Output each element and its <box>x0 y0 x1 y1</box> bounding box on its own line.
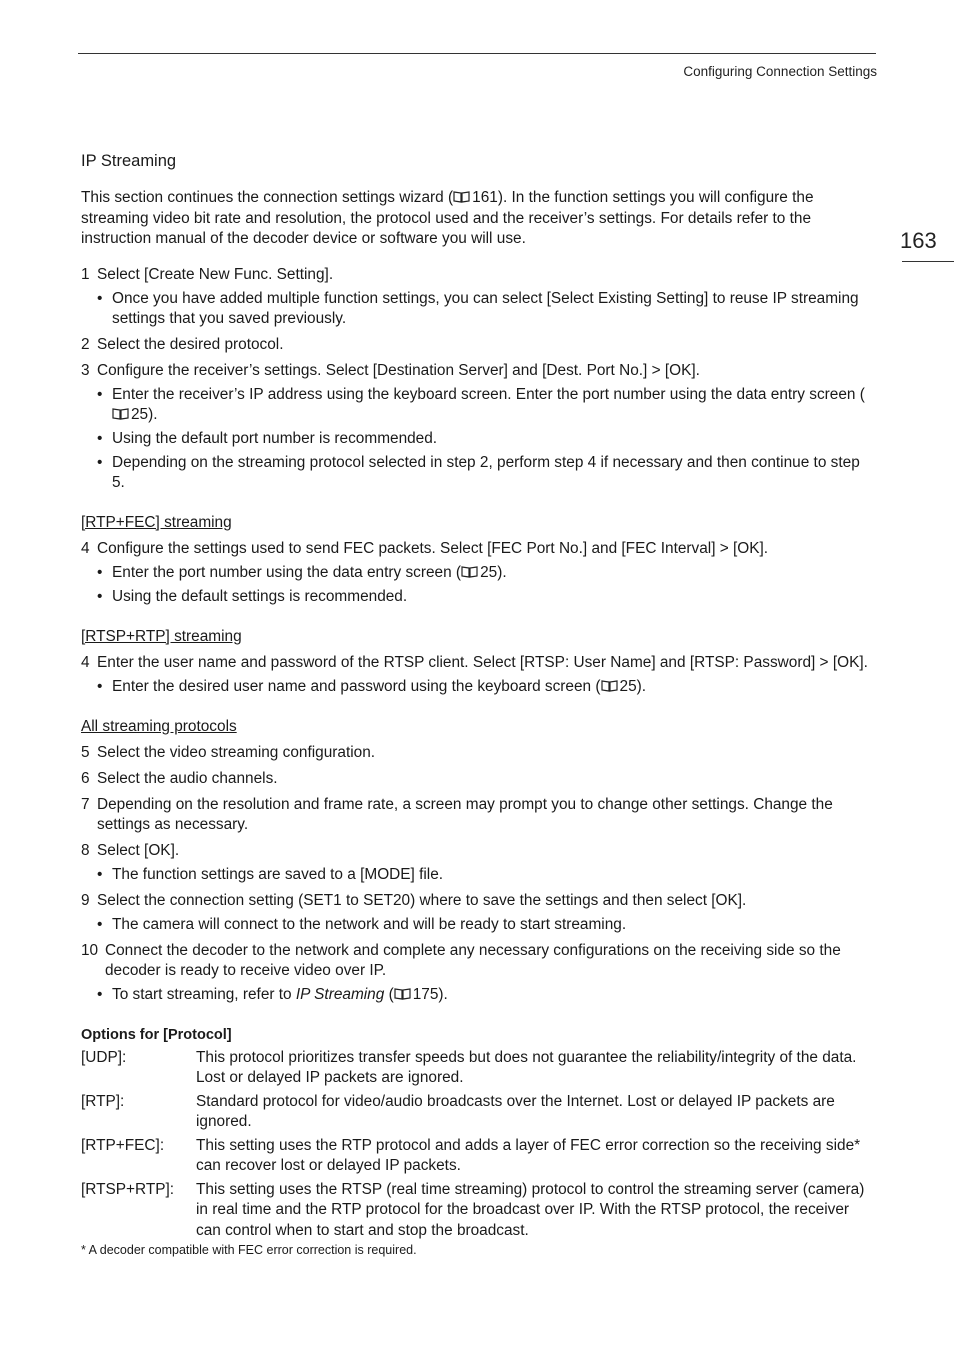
subheading-rtp-fec: [RTP+FEC] streaming <box>81 513 232 531</box>
intro-paragraph: This section continues the connection settings wizard ( 161). In the function settings you will configure the streaming video bit rate and resolution, the protocol used and the receiver’s settings. For details refer to the instruction manual of the decoder device or software you will use. <box>81 189 814 247</box>
option-rtp: [RTP]: Standard protocol for video/audio broadcasts over the Internet. Lost or delayed IP packets are ignored. <box>81 1092 835 1130</box>
list-item: • To start streaming, refer to IP Streaming ( 175). <box>97 985 448 1003</box>
step-4-rtp-fec: 4 Configure the settings used to send FEC packets. Select [FEC Port No.] and [FEC Interval] > [OK]. <box>81 539 769 557</box>
step-10: 10 Connect the decoder to the network and complete any necessary configurations on the receiving side so the decoder is ready to receive video over IP. <box>81 941 841 979</box>
list-item: • Using the default port number is recommended. <box>97 429 438 447</box>
options-title: Options for [Protocol] <box>81 1026 232 1043</box>
book-icon <box>112 408 129 420</box>
list-item: • Enter the receiver’s IP address using the keyboard screen. Enter the port number using the data entry screen (25). <box>97 385 865 423</box>
subheading-rtsp-rtp: [RTSP+RTP] streaming <box>81 627 242 645</box>
subheading-all-protocols: All streaming protocols <box>81 717 237 735</box>
book-icon <box>461 566 478 578</box>
step-5: 5 Select the video streaming configuration. <box>81 743 376 761</box>
step-4-rtsp-rtp: 4 Enter the user name and password of the RTSP client. Select [RTSP: User Name] and [RTSP: Password] > [OK]. <box>81 653 868 671</box>
footnote: * A decoder compatible with FEC error correction is required. <box>81 1243 417 1257</box>
step-6: 6 Select the audio channels. <box>81 769 278 787</box>
step-1: 1 Select [Create New Func. Setting]. <box>81 265 334 283</box>
page-number: 163 <box>900 228 937 253</box>
header-rule <box>78 53 876 54</box>
list-item: • Once you have added multiple function settings, you can select [Select Existing Setting] to reuse IP streaming settings that you saved previously. <box>97 289 859 327</box>
list-item: • The function settings are saved to a [MODE] file. <box>97 865 444 883</box>
step-3: 3 Configure the receiver’s settings. Select [Destination Server] and [Dest. Port No.] > [OK]. <box>81 361 700 379</box>
step-9: 9 Select the connection setting (SET1 to SET20) where to save the settings and then select [OK]. <box>81 891 747 909</box>
list-item: • The camera will connect to the network and will be ready to start streaming. <box>97 915 627 933</box>
step-2: 2 Select the desired protocol. <box>81 335 284 353</box>
option-udp: [UDP]: This protocol prioritizes transfer speeds but does not guarantee the reliability/integrity of the data. Lost or delayed IP packets are ignored. <box>81 1048 857 1086</box>
list-item: • Enter the port number using the data entry screen ( 25). <box>97 563 507 581</box>
running-header: Configuring Connection Settings <box>683 64 877 79</box>
section-title: IP Streaming <box>81 152 177 170</box>
list-item: • Depending on the streaming protocol selected in step 2, perform step 4 if necessary and then continue to step 5. <box>97 453 860 491</box>
cross-reference-title: IP Streaming <box>295 985 385 1003</box>
book-icon <box>394 988 411 1000</box>
list-item: • Using the default settings is recommended. <box>97 587 408 605</box>
step-8: 8 Select [OK]. <box>81 841 180 859</box>
page-number-rule <box>902 261 954 262</box>
step-7: 7 Depending on the resolution and frame rate, a screen may prompt you to change other settings. Change the settings as necessary. <box>81 795 833 833</box>
option-rtp-fec: [RTP+FEC]: This setting uses the RTP protocol and adds a layer of FEC error correction so the receiving side* can recover lost or delayed IP packets. <box>81 1136 861 1174</box>
option-rtsp-rtp: [RTSP+RTP]: This setting uses the RTSP (real time streaming) protocol to control the streaming server (camera) in real time and the RTP protocol for the broadcast over IP. With the RTSP protocol, the receiver can control when to start and stop the broadcast. <box>81 1180 865 1239</box>
book-icon <box>453 191 470 203</box>
list-item: • Enter the desired user name and password using the keyboard screen ( 25). <box>97 677 647 695</box>
page-content <box>81 150 876 1259</box>
book-icon <box>601 680 618 692</box>
